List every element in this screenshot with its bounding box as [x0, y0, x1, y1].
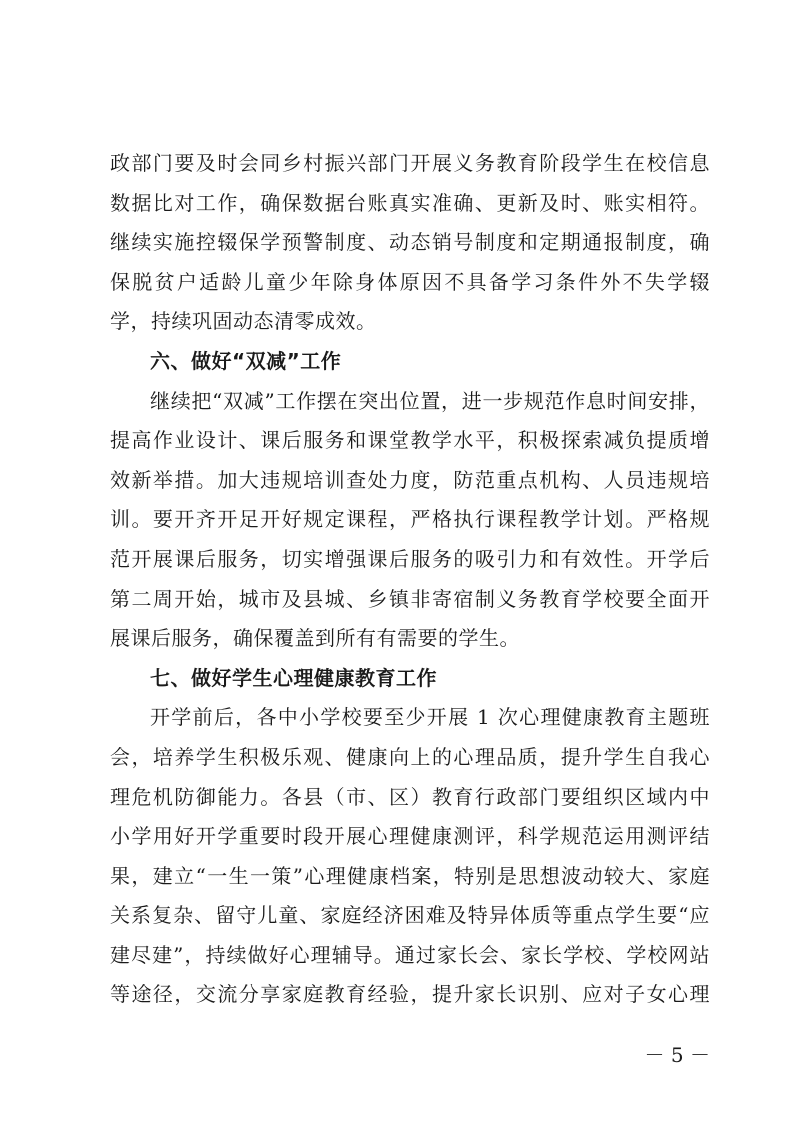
text-line: 范开展课后服务，切实增强课后服务的吸引力和有效性。开学后 [110, 546, 710, 571]
text-line: 效新举措。加大违规培训查处力度，防范重点机构、人员违规培 [110, 467, 710, 492]
text-line: 关系复杂、留守儿童、家庭经济困难及特异体质等重点学生要“应 [110, 903, 710, 928]
paragraph-mental-health [110, 698, 710, 1015]
text-line: 果，建立“一生一策”心理健康档案，特别是思想波动较大、家庭 [110, 863, 710, 888]
document-body [110, 144, 710, 1015]
text-line: 小学用好开学重要时段开展心理健康测评，科学规范运用测评结 [110, 824, 710, 849]
paragraph-dropout-control [110, 144, 710, 342]
text-line: 数据比对工作，确保数据台账真实准确、更新及时、账实相符。 [110, 190, 710, 215]
page-number: － 5 － [644, 1043, 710, 1067]
text-line: 理危机防御能力。各县（市、区）教育行政部门要组织区域内中 [110, 784, 710, 809]
text-line: 第二周开始，城市及县城、乡镇非寄宿制义务教育学校要全面开 [110, 586, 710, 611]
text-line: 政部门要及时会同乡村振兴部门开展义务教育阶段学生在校信息 [110, 151, 710, 175]
text-line: 学，持续巩固动态清零成效。 [110, 309, 377, 334]
section-heading-mental-health: 七、做好学生心理健康教育工作 [150, 665, 437, 690]
paragraph-double-reduction [110, 382, 710, 659]
text-line: 继续实施控辍保学预警制度、动态销号制度和定期通报制度，确 [110, 230, 710, 255]
text-line: 训。要开齐开足开好规定课程，严格执行课程教学计划。严格规 [110, 507, 710, 532]
text-line: 会，培养学生积极乐观、健康向上的心理品质，提升学生自我心 [110, 744, 710, 769]
text-line: 等途径，交流分享家庭教育经验，提升家长识别、应对子女心理 [110, 982, 710, 1007]
text-line: 建尽建”，持续做好心理辅导。通过家长会、家长学校、学校网站 [110, 942, 710, 967]
section-heading-double-reduction: 六、做好“双减”工作 [150, 348, 342, 373]
text-line: 展课后服务，确保覆盖到所有有需要的学生。 [110, 626, 520, 651]
text-line: 保脱贫户适龄儿童少年除身体原因不具备学习条件外不失学辍 [110, 269, 710, 294]
text-line: 提高作业设计、课后服务和课堂教学水平，积极探索减负提质增 [110, 428, 710, 453]
text-line: 开学前后，各中小学校要至少开展 1 次心理健康教育主题班 [150, 705, 710, 730]
text-line: 继续把“双减”工作摆在突出位置，进一步规范作息时间安排， [150, 388, 710, 413]
